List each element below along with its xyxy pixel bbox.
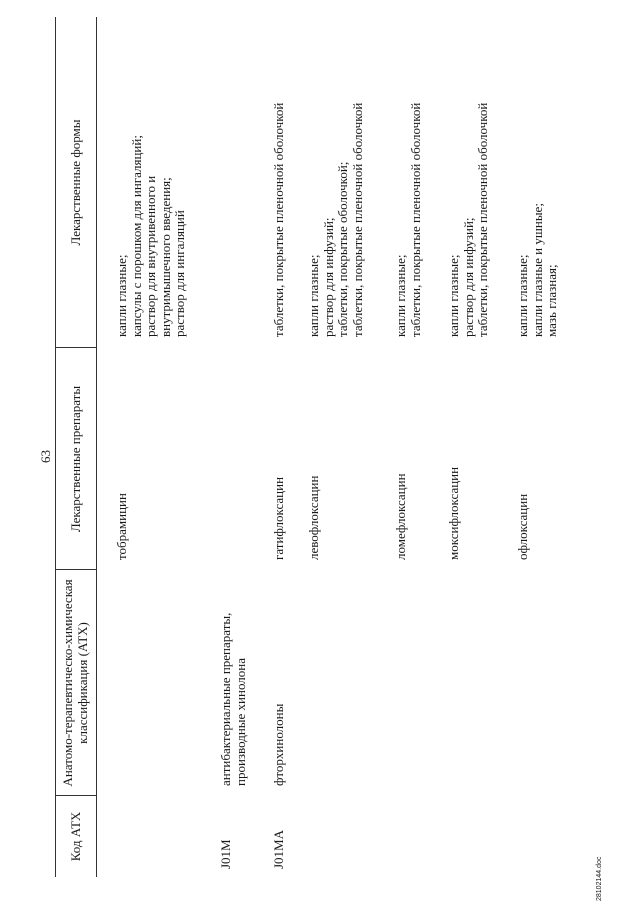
dosage-forms [307,103,365,337]
atc-classification [219,613,248,786]
drug-name: ломефлоксацин [393,473,408,560]
drug-name: тобрамицин [114,493,129,560]
dosage-form-line: мазь глазная; [544,264,559,337]
header-bottom-border [96,17,97,877]
dosage-form-line: раствор для инфузий; [320,217,336,337]
header-classification-line-1: Анатомо-терапевтическо-химическая [60,579,75,787]
document-id-footer [596,841,608,901]
header-classification [60,570,90,796]
table-top-border [55,17,56,877]
dosage-form-line: капли глазные; [515,254,530,337]
drug-name: моксифлоксацин [446,466,461,560]
dosage-forms [516,203,560,337]
dosage-form-line: раствор для ингаляций [172,210,187,337]
header-drugs: Лекарственные препараты [68,385,83,533]
dosage-forms [394,103,423,337]
dosage-form-line: таблетки, покрытые пленочной оболочкой [475,102,490,337]
document-id: 28102144.doc [596,856,603,901]
dosage-form-line: раствор для инфузий; [460,217,476,337]
dosage-form-line: капли глазные; [393,254,408,337]
atc-classification: фторхинолоны [271,703,286,786]
header-forms: Лекарственные формы [68,119,83,246]
atc-code: J01MA [271,829,286,869]
atc-code: J01M [218,839,233,869]
dosage-forms: таблетки, покрытые пленочной оболочкой [271,102,286,337]
dosage-form-line: капли глазные; [306,254,321,337]
dosage-form-line: капли глазные и ушные; [529,203,545,337]
dosage-form-line: капли глазные; [114,254,129,337]
dosage-form-line: таблетки, покрытые оболочкой; [335,161,350,337]
dosage-form-line: капсулы с порошком для ингаляций; [128,135,144,337]
page-number: 63 [38,450,53,463]
header-classification-line-2: классификация (АТХ) [75,622,90,744]
classification-line: производные хинолона [232,657,248,786]
drug-name: офлоксацин [515,493,530,560]
dosage-form-line: раствор для внутривенного и [143,175,158,337]
dosage-forms [115,135,188,337]
dosage-form-line: внутримышечного введения; [157,177,173,337]
dosage-form-line: таблетки, покрытые пленочной оболочкой [349,102,365,337]
dosage-form-line: капли глазные; [446,254,461,337]
drug-name: левофлоксацин [306,475,321,560]
dosage-form-line: таблетки, покрытые пленочной оболочкой [407,102,423,337]
header-code: Код АТХ [68,811,83,862]
drug-name: гатифлоксацин [271,476,286,560]
dosage-forms [447,103,491,337]
classification-line: антибактериальные препараты, [218,612,233,786]
